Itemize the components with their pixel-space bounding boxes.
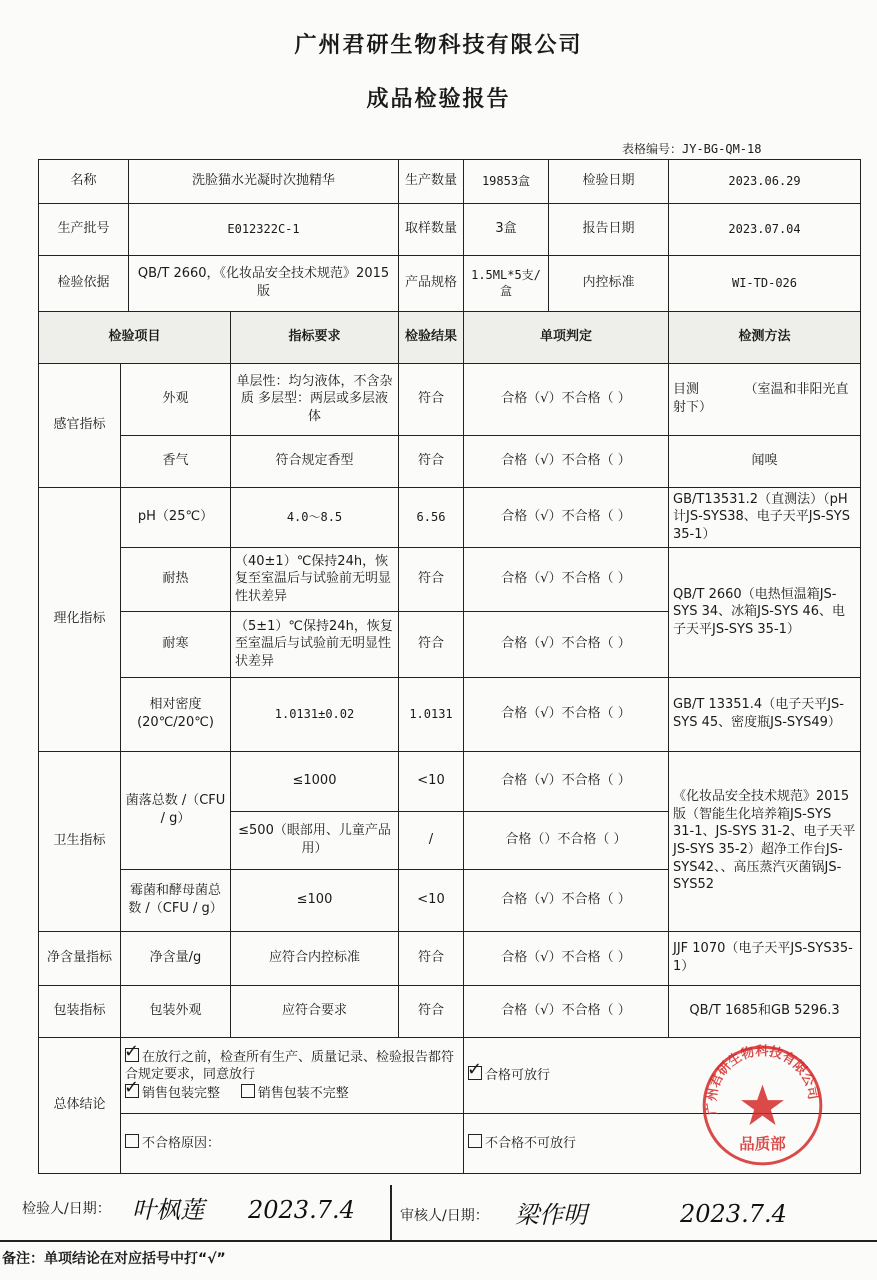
pass-label: 合格可放行 [485,1067,551,1083]
signature-divider [390,1185,392,1240]
requirement: ≤1000 [231,751,399,811]
judgment: 合格（）不合格（ ） [464,811,669,869]
company-name: 广州君研生物科技有限公司 [294,33,583,58]
pack-bad-checkbox[interactable] [241,1084,255,1098]
pack-ok-checkbox[interactable] [125,1084,139,1098]
spec-label: 产品规格 [399,255,464,311]
judgment: 合格（√）不合格（ ） [464,487,669,547]
pass-cell [464,1037,861,1113]
method: 目测 （室温和非阳光直射下） [669,363,861,435]
requirement: 单层性：均匀液体，不含杂质 多层型：两层或多层液体 [231,363,399,435]
result: 符合 [399,547,464,611]
prod-qty-label: 生产数量 [399,159,464,203]
category-hygiene: 卫生指标 [39,751,121,931]
spec: 1.5ML*5支/盒 [464,255,549,311]
item: 耐寒 [121,611,231,677]
prod-qty: 19853盒 [464,159,549,203]
item: 包装外观 [121,985,231,1037]
col-judgment: 单项判定 [464,311,669,363]
method: GB/T 13351.4（电子天平JS-SYS 45、密度瓶JS-SYS49） [669,677,861,751]
category-physchem: 理化指标 [39,487,121,751]
batch-number: E012322C-1 [129,203,399,255]
requirement: 应符合内控标准 [231,931,399,985]
judgment: 合格（√）不合格（ ） [464,751,669,811]
release-checkbox[interactable] [125,1048,139,1062]
result: 符合 [399,363,464,435]
insp-date-label: 检验日期 [549,159,669,203]
form-number: 表格编号：JY-BG-QM-18 [622,142,762,156]
judgment: 合格（√）不合格（ ） [464,985,669,1037]
method: GB/T13531.2（直测法）（pH计JS-SYS38、电子天平JS-SYS 35-1） [669,487,861,547]
item: 菌落总数 /（CFU / g） [121,751,231,869]
seal-text: 广州君研生物科技有限公司 [704,1044,821,1117]
product-name: 洗脸猫水光凝时次抛精华 [129,159,399,203]
internal-std-label: 内控标准 [549,255,669,311]
reviewer-label: 审核人/日期： [400,1208,489,1224]
release-text: 在放行之前，检查所有生产、质量记录、检验报告都符合规定要求，同意放行 [125,1049,455,1083]
item: 香气 [121,435,231,487]
sample-qty: 3盒 [464,203,549,255]
result: 符合 [399,985,464,1037]
sample-qty-label: 取样数量 [399,203,464,255]
requirement: 应符合要求 [231,985,399,1037]
fail-reason-label: 不合格原因： [142,1135,221,1151]
item: 净含量/g [121,931,231,985]
item: 耐热 [121,547,231,611]
result: / [399,811,464,869]
result: 符合 [399,435,464,487]
method: 《化妆品安全技术规范》2015版（智能生化培养箱JS-SYS 31-1、JS-SYS 31-2、电子天平JS-SYS 35-2）超净工作台JS-SYS42、、高压蒸汽灭菌锅JS-SYS52 [669,751,861,931]
result: <10 [399,751,464,811]
judgment: 合格（√）不合格（ ） [464,435,669,487]
method: 闻嗅 [669,435,861,487]
footnote: 备注：单项结论在对应括号中打“√” [2,1251,226,1267]
judgment: 合格（√）不合格（ ） [464,931,669,985]
requirement: 4.0～8.5 [231,487,399,547]
seal-dept: 品质部 [739,1134,786,1153]
name-label: 名称 [39,159,129,203]
reviewer-signature: 梁作明 [515,1201,587,1229]
fail-reason-cell [121,1113,464,1173]
report-date-label: 报告日期 [549,203,669,255]
requirement: 1.0131±0.02 [231,677,399,751]
method: JJF 1070（电子天平JS-SYS35-1） [669,931,861,985]
insp-date: 2023.06.29 [669,159,861,203]
col-item: 检验项目 [39,311,231,363]
reviewer-date: 2023.7.4 [680,1200,787,1228]
judgment: 合格（√）不合格（ ） [464,611,669,677]
item: 外观 [121,363,231,435]
category-pack: 包装指标 [39,985,121,1037]
judgment: 合格（√）不合格（ ） [464,363,669,435]
col-method: 检测方法 [669,311,861,363]
requirement: （40±1）℃保持24h，恢复至室温后与试验前无明显性状差异 [231,547,399,611]
batch-label: 生产批号 [39,203,129,255]
result: 6.56 [399,487,464,547]
judgment: 合格（√）不合格（ ） [464,677,669,751]
conclusion-label: 总体结论 [39,1037,121,1173]
result: 符合 [399,611,464,677]
pack-ok-label: 销售包装完整 [142,1085,221,1101]
fail-reason-checkbox[interactable] [125,1134,139,1148]
requirement: ≤500（眼部用、儿童产品用） [231,811,399,869]
inspector-signature: 叶枫莲 [132,1196,204,1224]
basis-label: 检验依据 [39,255,129,311]
col-requirement: 指标要求 [231,311,399,363]
requirement: 符合规定香型 [231,435,399,487]
method: QB/T 1685和GB 5296.3 [669,985,861,1037]
fail-cell [464,1113,861,1173]
basis: QB/T 2660，《化妆品安全技术规范》2015版 [129,255,399,311]
item: pH（25℃） [121,487,231,547]
signature-bottom-line [0,1240,877,1242]
report-date: 2023.07.04 [669,203,861,255]
inspector-date: 2023.7.4 [248,1196,355,1224]
fail-checkbox[interactable] [468,1134,482,1148]
result: 符合 [399,931,464,985]
col-result: 检验结果 [399,311,464,363]
category-sensory: 感官指标 [39,363,121,487]
inspector-label: 检验人/日期： [22,1201,111,1217]
fail-label: 不合格不可放行 [485,1135,577,1151]
judgment: 合格（√）不合格（ ） [464,869,669,931]
item: 霉菌和酵母菌总数 /（CFU / g） [121,869,231,931]
pack-bad-label: 销售包装不完整 [257,1085,349,1101]
method: QB/T 2660（电热恒温箱JS-SYS 34、冰箱JS-SYS 46、电子天平JS-SYS 35-1） [669,547,861,677]
report-title: 成品检验报告 [366,87,511,112]
category-net: 净含量指标 [39,931,121,985]
result: <10 [399,869,464,931]
requirement: （5±1）℃保持24h，恢复至室温后与试验前无明显性状差异 [231,611,399,677]
report-table [38,135,861,1174]
internal-std: WI-TD-026 [669,255,861,311]
result: 1.0131 [399,677,464,751]
requirement: ≤100 [231,869,399,931]
release-cell [121,1037,464,1113]
judgment: 合格（√）不合格（ ） [464,547,669,611]
item: 相对密度(20℃/20℃) [121,677,231,751]
pass-checkbox[interactable] [468,1066,482,1080]
